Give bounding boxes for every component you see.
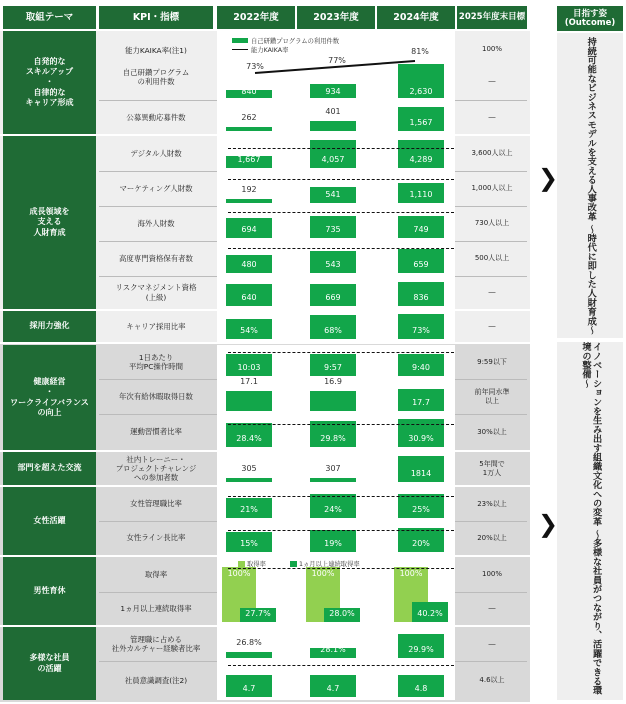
target-kaigai: 730人以上 <box>474 219 510 228</box>
target-koubo: ― <box>488 112 496 121</box>
value-jiko-2023: 934 <box>325 87 341 96</box>
outcome-2 <box>557 342 623 700</box>
outcome-1-text: 持続可能なビジネスモデルを支える人事改革 〜時代に即した人財育成〜 <box>585 36 597 335</box>
target-shagai: ― <box>488 639 496 648</box>
value-career-2024: 73% <box>412 326 430 335</box>
value-pc-2022: 10:03 <box>237 363 261 372</box>
value-career-2022: 54% <box>240 326 258 335</box>
kpi-kaigai: 海外人財数 <box>137 218 175 228</box>
value-risk-2023: 669 <box>325 293 341 302</box>
value-koubo-2023: 401 <box>325 107 341 116</box>
kpi-kaika: 能力KAIKA率(注1) <box>125 46 187 56</box>
value-yukyu-2024: 17.7 <box>412 398 430 407</box>
theme-label: 女性活躍 <box>33 515 66 525</box>
value-josei_kanri-2023: 24% <box>324 505 342 514</box>
value-risk-2024: 836 <box>413 293 429 302</box>
legend-label: 能力KAIKA率 <box>251 47 289 54</box>
outcome-1 <box>557 33 623 338</box>
value-kaigai-2022: 694 <box>241 225 257 234</box>
theme-label: 健康経営 ・ ワークライフバランス の向上 <box>10 376 89 417</box>
bar-marketing-2022 <box>226 199 272 203</box>
kpi-digital: デジタル人財数 <box>130 148 182 158</box>
value-trainee-2023: 307 <box>325 464 341 473</box>
value-trainee-2024: 1814 <box>410 469 432 478</box>
kpi-josei-kanri: 女性管理職比率 <box>130 499 182 509</box>
legend-label: 自己研鑽プログラムの利用件数 <box>251 38 340 45</box>
value-josei_kanri-2022: 21% <box>240 505 258 514</box>
kpi-career: キャリア採用比率 <box>126 321 186 331</box>
theme-diversity <box>3 627 96 700</box>
value-koubo-2022: 262 <box>241 113 257 122</box>
value-josei_line-2023: 19% <box>324 539 342 548</box>
target-dash <box>228 148 454 149</box>
value-kaigai-2024: 749 <box>413 225 429 234</box>
legend-ikukyu <box>238 559 266 568</box>
theme-health <box>3 345 96 450</box>
value-shagai-2023: 28.1% <box>320 645 346 654</box>
target-dash <box>228 179 454 180</box>
value-koudo-2023: 543 <box>325 260 341 269</box>
value-digital-2022: 1,667 <box>237 155 261 164</box>
target-dash <box>228 212 454 213</box>
target-dash <box>228 424 454 425</box>
theme-label: 多様な社員 の活躍 <box>29 653 70 673</box>
target-dash <box>228 568 454 569</box>
theme-exchange <box>3 452 96 485</box>
chevron-right-icon: ❯ <box>538 510 559 538</box>
value-marketing-2023: 541 <box>325 190 341 199</box>
legend-swatch <box>238 561 245 567</box>
kpi-josei-line: 女性ライン長比率 <box>126 533 186 543</box>
value-ikukyu-2024: 100% <box>399 569 423 578</box>
target-dash <box>228 352 454 353</box>
theme-recruit <box>3 311 96 342</box>
value-risk-2022: 640 <box>241 293 257 302</box>
legend-label: 取得率 <box>247 561 266 568</box>
theme-label: 男性育休 <box>33 585 66 595</box>
legend-label: 1ヵ月以上連続取得率 <box>299 561 360 568</box>
kaika-2022: 73% <box>246 62 264 71</box>
theme-skillup <box>3 31 96 134</box>
outcome-2-text: イノベーションを生み出す組織文化への変革 〜多様な社員がつながり、活躍できる環境の整備〜 <box>580 342 602 695</box>
target-risk: ― <box>488 288 496 297</box>
value-josei_line-2024: 20% <box>412 539 430 548</box>
value-ikukyu-2023: 100% <box>311 569 335 578</box>
value-ishiki-2023: 4.7 <box>326 684 340 693</box>
theme-label: 部門を超えた交流 <box>17 463 82 473</box>
value-digital-2024: 4,289 <box>409 155 433 164</box>
value-jiko-2024: 2,630 <box>409 87 433 96</box>
target-undou: 30%以上 <box>477 427 507 436</box>
theme-women <box>3 487 96 555</box>
value-marketing-2024: 1,110 <box>409 190 433 199</box>
theme-growth <box>3 136 96 309</box>
value-marketing-2022: 192 <box>241 185 257 194</box>
value-koubo-2024: 1,567 <box>409 118 433 127</box>
value-shagai-2024: 29.9% <box>408 645 434 654</box>
header-2022: 2022年度 <box>217 6 295 29</box>
kaika-2024: 81% <box>411 47 429 56</box>
header-outcome: 目指す姿(Outcome) <box>557 6 623 31</box>
theme-label: 成長領域を 支える 人財育成 <box>29 206 70 237</box>
kpi-koubo: 公募異動応募件数 <box>126 113 186 123</box>
value-ikukyu-2022: 100% <box>227 569 251 578</box>
target-ikukyu: 100% <box>481 570 502 579</box>
kpi-pc: 1日あたり 平均PC操作時間 <box>129 352 183 371</box>
value-career-2023: 68% <box>324 326 342 335</box>
bar-trainee-2022 <box>226 478 272 482</box>
kpi-undou: 運動習慣者比率 <box>130 427 182 437</box>
target-jiko: ― <box>488 76 496 85</box>
bar-koubo-2023 <box>310 121 356 131</box>
value-josei_line-2022: 15% <box>240 539 258 548</box>
target-digital: 3,600人以上 <box>471 149 513 158</box>
target-dash <box>228 665 454 666</box>
kaika-2023: 77% <box>328 56 346 65</box>
value-pc-2023: 9:57 <box>324 363 342 372</box>
value-ikukyu_1m-2023: 28.0% <box>329 609 355 618</box>
value-koudo-2022: 480 <box>241 260 257 269</box>
kpi-yukyu: 年次有給休暇取得日数 <box>119 391 193 401</box>
value-kaigai-2023: 735 <box>325 225 341 234</box>
kpi-risk: リスクマネジメント資格 (上級) <box>115 283 197 302</box>
bar-trainee-2023 <box>310 478 356 482</box>
kpi-trainee: 社内トレーニー・ プロジェクトチャレンジ への参加者数 <box>115 454 197 483</box>
theme-label: 採用力強化 <box>29 321 70 331</box>
value-jiko-2022: 840 <box>241 87 257 96</box>
value-koudo-2024: 659 <box>413 260 429 269</box>
target-pc: 9:59以下 <box>477 357 507 366</box>
kpi-marketing: マーケティング人財数 <box>119 183 193 193</box>
value-yukyu-2022: 17.1 <box>240 377 258 386</box>
header-kpi: KPI・指標 <box>99 6 213 29</box>
value-pc-2024: 9:40 <box>412 363 430 372</box>
kpi-jiko: 自己研鑽プログラム の利用件数 <box>122 67 190 86</box>
target-josei-kanri: 23%以上 <box>477 499 507 508</box>
bar-koubo-2022 <box>226 127 272 131</box>
bar-yukyu-2022 <box>226 391 272 411</box>
target-trainee: 5年間で 1万人 <box>479 459 505 477</box>
value-trainee-2022: 305 <box>241 464 257 473</box>
target-yukyu: 前年同水準 以上 <box>474 387 510 405</box>
value-undou-2023: 29.8% <box>320 434 346 443</box>
value-undou-2022: 28.4% <box>236 434 262 443</box>
target-career: ― <box>488 322 496 331</box>
chevron-right-icon: ❯ <box>538 164 559 192</box>
kpi-ishiki: 社員意識調査(注2) <box>124 675 188 685</box>
value-ishiki-2024: 4.8 <box>414 684 428 693</box>
target-dash <box>228 248 454 249</box>
header-2023: 2023年度 <box>297 6 375 29</box>
value-ikukyu_1m-2022: 27.7% <box>245 609 271 618</box>
kpi-koudo: 高度専門資格保有者数 <box>119 253 193 263</box>
value-shagai-2022: 26.8% <box>236 638 262 647</box>
target-marketing: 1,000人以上 <box>471 184 513 193</box>
value-josei_kanri-2024: 25% <box>412 505 430 514</box>
value-ikukyu_1m-2024: 40.2% <box>417 609 443 618</box>
value-digital-2023: 4,057 <box>321 155 345 164</box>
kpi-shagai: 管理職に占める 社外カルチャー経験者比率 <box>111 634 201 653</box>
target-ikukyu-1m: ― <box>488 604 496 613</box>
legend-swatch <box>290 561 297 567</box>
target-dash <box>228 530 454 531</box>
legend-ikukyu-1m <box>290 559 360 568</box>
value-undou-2024: 30.9% <box>408 434 434 443</box>
value-yukyu-2023: 16.9 <box>324 377 342 386</box>
value-ishiki-2022: 4.7 <box>242 684 256 693</box>
target-josei-line: 20%以上 <box>477 533 507 542</box>
header-2024: 2024年度 <box>377 6 455 29</box>
target-koudo: 500人以上 <box>474 254 510 263</box>
section-divider <box>0 342 530 344</box>
theme-label: 自発的な スキルアップ ・ 自律的な キャリア形成 <box>25 56 74 108</box>
target-ishiki: 4.6以上 <box>479 676 505 685</box>
bar-yukyu-2023 <box>310 391 356 411</box>
target-kaika: 100% <box>481 44 502 53</box>
theme-paternity <box>3 557 96 625</box>
header-target: 2025年度末目標 <box>457 6 527 29</box>
bar-shagai-2022 <box>226 652 272 658</box>
kpi-ikukyu-1m: 1ヵ月以上連続取得率 <box>120 603 192 613</box>
header-theme: 取組テーマ <box>3 6 96 29</box>
target-dash <box>228 496 454 497</box>
kpi-ikukyu: 取得率 <box>144 569 168 579</box>
